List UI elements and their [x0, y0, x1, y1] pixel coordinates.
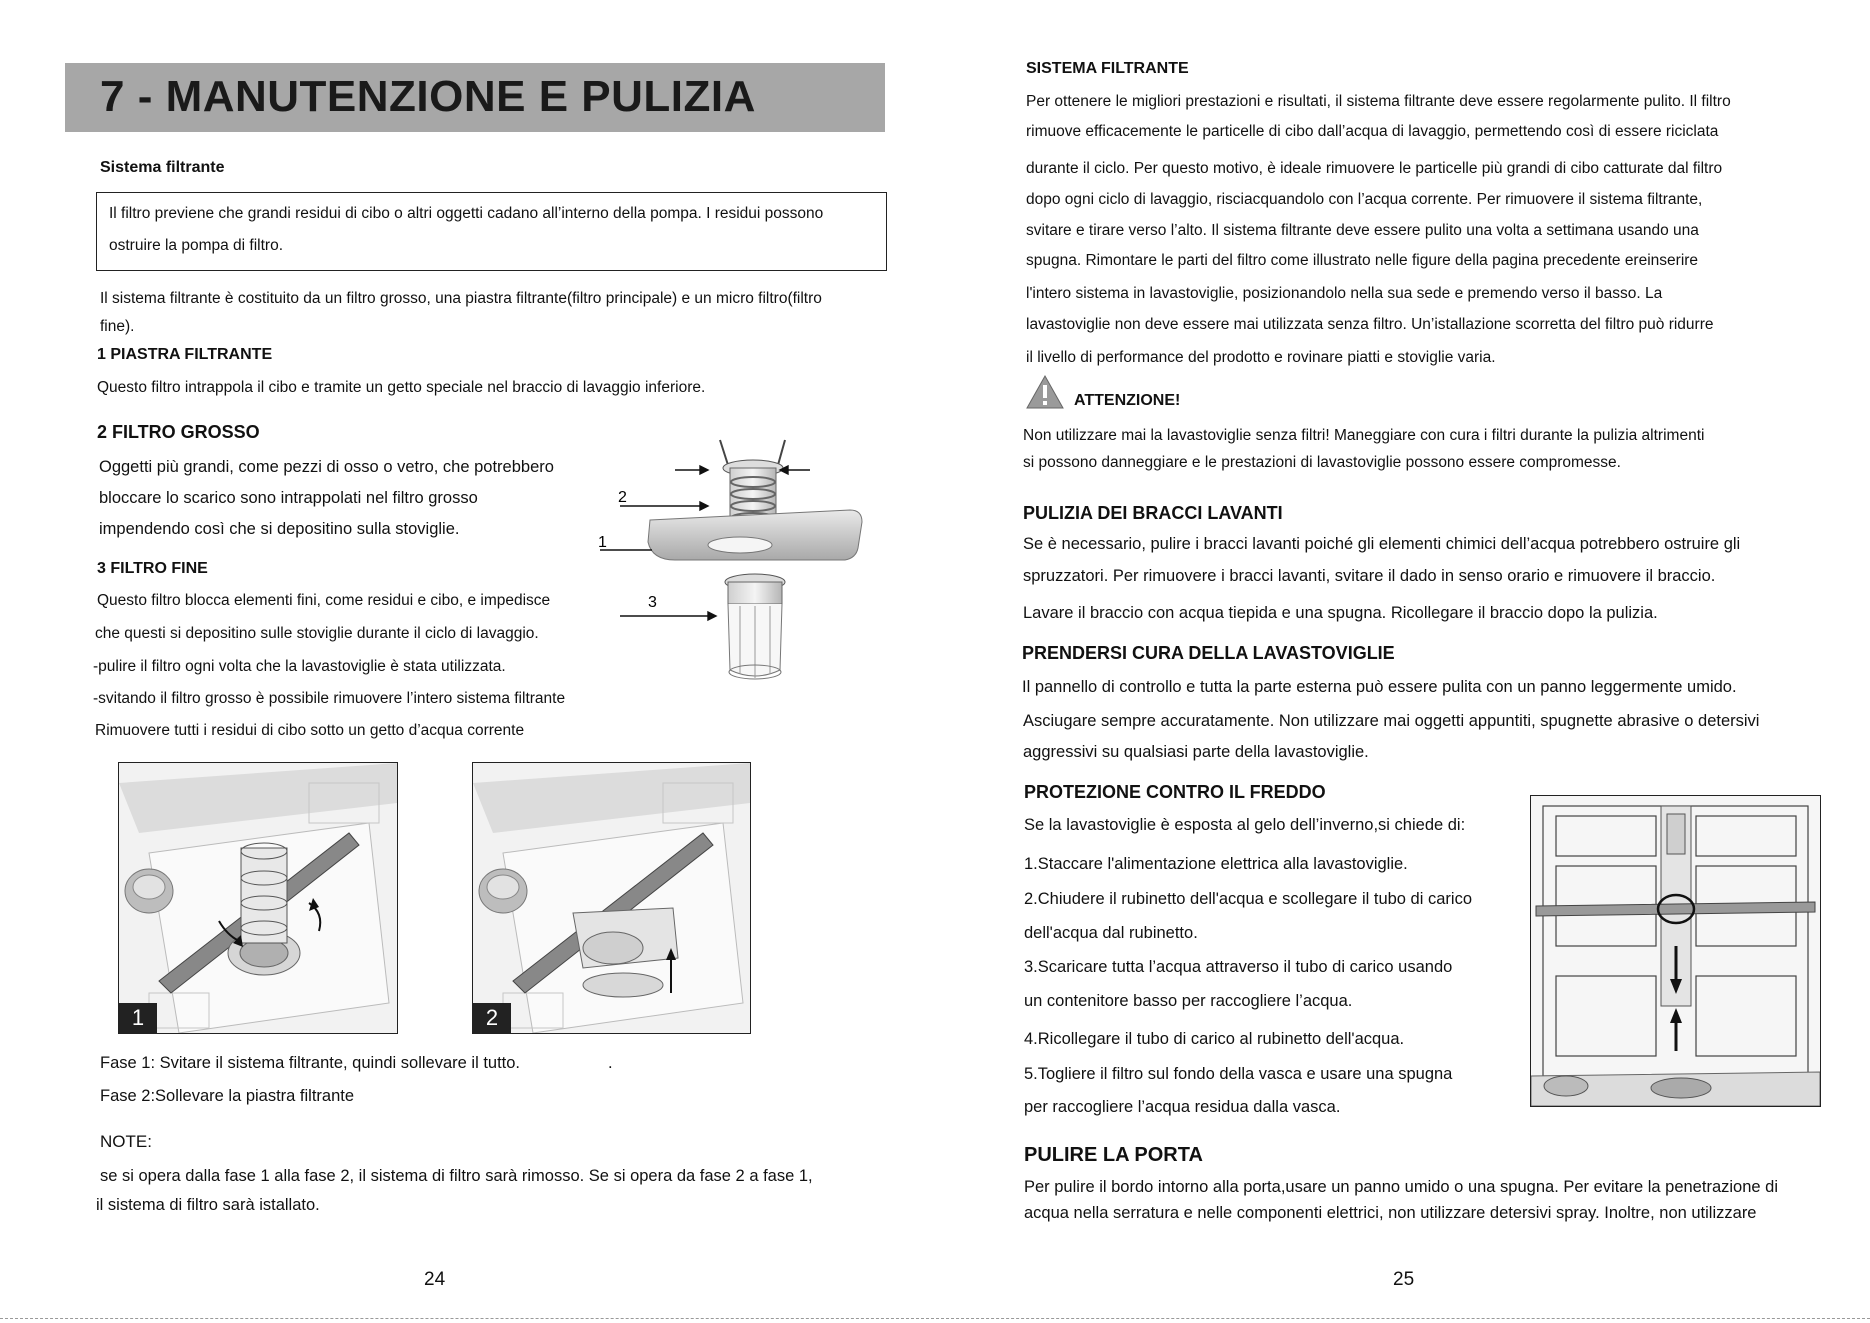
section-3-title: 3 FILTRO FINE: [97, 560, 208, 577]
figure-2-number: 2: [473, 1003, 511, 1033]
section-2-line: Oggetti più grandi, come pezzi di osso o vetro, che potrebbero: [99, 458, 554, 476]
door-line: acqua nella serratura e nelle componenti elettrici, non utilizzare detersivi spray. Inoltre, non utilizzare: [1024, 1204, 1757, 1222]
frost-line: 4.Ricollegare il tubo di carico al rubinetto dell'acqua.: [1024, 1030, 1405, 1048]
warning-icon: [1025, 374, 1065, 410]
chapter-header: [65, 63, 885, 132]
filter-heading: Sistema filtrante: [100, 159, 225, 176]
spray-arms-title: PULIZIA DEI BRACCI LAVANTI: [1023, 503, 1283, 523]
filter-system-line: Per ottenere le migliori prestazioni e risultati, il sistema filtrante deve essere regolarmente pulito. Il filtro: [1026, 93, 1731, 110]
page-number-right: 25: [1393, 1269, 1415, 1290]
label-3: 3: [648, 594, 657, 611]
care-title: PRENDERSI CURA DELLA LAVASTOVIGLIE: [1022, 643, 1395, 663]
filter-system-line: dopo ogni ciclo di lavaggio, risciacquandolo con l’acqua corrente. Per rimuovere il sistema filtrante,: [1026, 191, 1703, 208]
filter-assembly-diagram: [580, 430, 880, 710]
dishwasher-interior-illustration: [1531, 796, 1820, 1106]
frost-line: 5.Togliere il filtro sul fondo della vasca e usare una spugna: [1024, 1065, 1453, 1083]
figure-1-illustration: [119, 763, 397, 1033]
label-1: 1: [598, 534, 607, 551]
figure-2-illustration: [473, 763, 750, 1033]
frost-line: 1.Staccare l'alimentazione elettrica alla lavastoviglie.: [1024, 855, 1408, 873]
frost-title: PROTEZIONE CONTRO IL FREDDO: [1024, 782, 1326, 802]
fine-filter-shape: [725, 574, 785, 679]
frost-line: un contenitore basso per raccogliere l’acqua.: [1024, 992, 1353, 1010]
filter-system-line: l'intero sistema in lavastoviglie, posizionandolo nella sua sede e premendo verso il basso. La: [1026, 285, 1663, 302]
warning-line: si possono danneggiare e le prestazioni di lavastoviglie possono essere compromesse.: [1023, 454, 1621, 471]
figure-1-number: 1: [119, 1003, 157, 1033]
info-box-line: ostruire la pompa di filtro.: [109, 237, 284, 254]
label-2: 2: [618, 489, 627, 506]
section-3-line: Rimuovere tutti i residui di cibo sotto un getto d’acqua corrente: [95, 722, 525, 739]
care-line: Asciugare sempre accuratamente. Non utilizzare mai oggetti appuntiti, spugnette abrasive o detersivi: [1023, 712, 1760, 730]
spray-arms-line: Lavare il braccio con acqua tiepida e una spugna. Ricollegare il braccio dopo la pulizia.: [1023, 604, 1658, 622]
door-title: PULIRE LA PORTA: [1024, 1144, 1203, 1166]
note-line: se si opera dalla fase 1 alla fase 2, il sistema di filtro sarà rimosso. Se si opera da fase 2 a fase 1,: [100, 1167, 813, 1185]
frost-line: 2.Chiudere il rubinetto dell'acqua e scollegare il tubo di carico: [1024, 890, 1472, 908]
page-number-left: 24: [424, 1269, 446, 1290]
section-3-line: -pulire il filtro ogni volta che la lavastoviglie è stata utilizzata.: [93, 658, 506, 675]
warning-line: Non utilizzare mai la lavastoviglie senza filtri! Maneggiare con cura i filtri durante la pulizia altrimenti: [1023, 427, 1705, 444]
warning-title: ATTENZIONE!: [1074, 392, 1181, 409]
note-title: NOTE:: [100, 1132, 152, 1151]
section-2-line: bloccare lo scarico sono intrappolati nel filtro grosso: [99, 489, 478, 507]
page-bottom-edge: [0, 1318, 1870, 1319]
filter-system-line: il livello di performance del prodotto e rovinare piatti e stoviglie varia.: [1026, 349, 1496, 366]
phase-1-caption: Fase 1: Svitare il sistema filtrante, quindi sollevare il tutto.: [100, 1054, 521, 1072]
spray-arms-line: Se è necessario, pulire i bracci lavanti poiché gli elementi chimici dell’acqua potrebbero ostruire gli: [1023, 535, 1741, 553]
filter-system-line: durante il ciclo. Per questo motivo, è ideale rimuovere le particelle più grandi di cibo catturate dal filtro: [1026, 160, 1723, 177]
filter-system-line: svitare e tirare verso l’alto. Il sistema filtrante deve essere pulito una volta a settimana usando una: [1026, 222, 1699, 239]
intro-line: Il sistema filtrante è costituito da un filtro grosso, una piastra filtrante(filtro principale) e un micro filtro(filtro: [100, 290, 822, 307]
section-3-line: che questi si depositino sulle stoviglie durante il ciclo di lavaggio.: [95, 625, 539, 642]
info-box-line: Il filtro previene che grandi residui di cibo o altri oggetti cadano all’interno della pompa. I residui possono: [109, 205, 824, 222]
section-1-title: 1 PIASTRA FILTRANTE: [97, 346, 273, 363]
right-page: [935, 0, 1870, 1323]
filter-system-line: spugna. Rimontare le parti del filtro come illustrato nelle figure della pagina precedente ereinserire: [1026, 252, 1699, 269]
phase-1-caption-dot: .: [608, 1054, 613, 1072]
chapter-title: 7 - MANUTENZIONE E PULIZIA: [100, 72, 756, 121]
frost-line: dell'acqua dal rubinetto.: [1024, 924, 1198, 942]
care-line: Il pannello di controllo e tutta la parte esterna può essere pulita con un panno leggermente umido.: [1022, 678, 1737, 696]
intro-line: fine).: [100, 318, 135, 335]
door-line: Per pulire il bordo intorno alla porta,usare un panno umido o una spugna. Per evitare la penetrazione di: [1024, 1178, 1778, 1196]
section-2-title: 2 FILTRO GROSSO: [97, 422, 260, 442]
frost-line: Se la lavastoviglie è esposta al gelo dell’inverno,si chiede di:: [1024, 816, 1466, 834]
dishwasher-interior-figure: [1530, 795, 1821, 1107]
section-3-line: -svitando il filtro grosso è possibile rimuovere l’intero sistema filtrante: [93, 690, 566, 707]
section-3-line: Questo filtro blocca elementi fini, come residui e cibo, e impedisce: [97, 592, 551, 609]
frost-line: per raccogliere l’acqua residua dalla vasca.: [1024, 1098, 1341, 1116]
figure-2: [472, 762, 751, 1034]
spray-arms-line: spruzzatori. Per rimuovere i bracci lavanti, svitare il dado in senso orario e rimuovere il braccio.: [1023, 567, 1716, 585]
frost-line: 3.Scaricare tutta l’acqua attraverso il tubo di carico usando: [1024, 958, 1453, 976]
filter-system-line: rimuove efficacemente le particelle di cibo dall’acqua di lavaggio, permettendo così di essere riciclata: [1026, 123, 1719, 140]
info-box: [96, 192, 887, 271]
phase-2-caption: Fase 2:Sollevare la piastra filtrante: [100, 1087, 355, 1105]
section-1-text: Questo filtro intrappola il cibo e tramite un getto speciale nel braccio di lavaggio inferiore.: [97, 379, 706, 396]
figure-1: [118, 762, 398, 1034]
care-line: aggressivi su qualsiasi parte della lavastoviglie.: [1023, 743, 1369, 761]
section-2-line: impendendo così che si depositino sulla stoviglie.: [99, 520, 460, 538]
note-line: il sistema di filtro sarà istallato.: [96, 1196, 320, 1214]
filter-system-title: SISTEMA FILTRANTE: [1026, 60, 1189, 77]
filter-system-line: lavastoviglie non deve essere mai utilizzata senza filtro. Un’istallazione scorretta del filtro può ridurre: [1026, 316, 1714, 333]
